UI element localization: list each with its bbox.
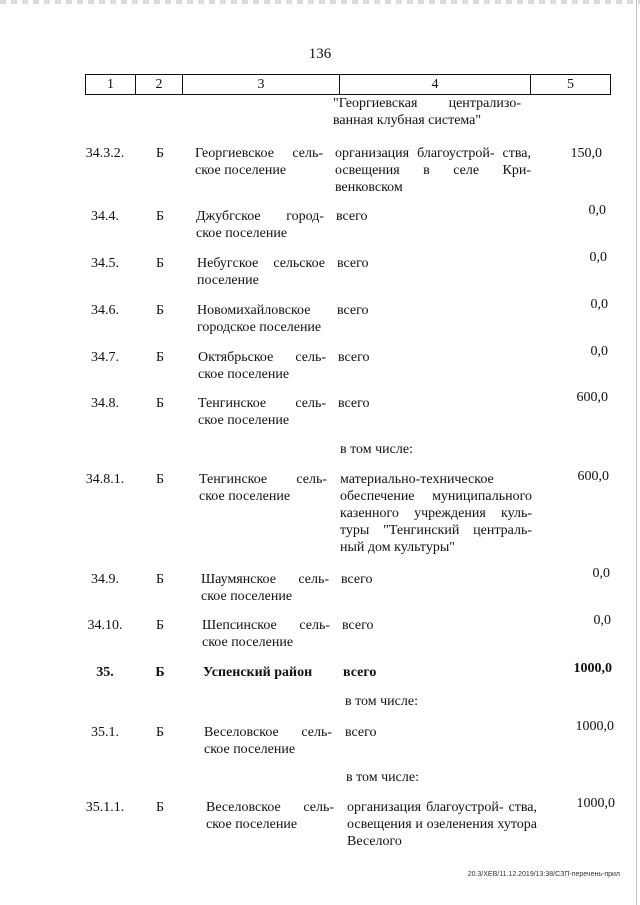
continued-description: "Георгиевская централизо- ванная клубная система": [333, 96, 521, 128]
row-amount: 0,0: [589, 250, 607, 265]
row-number: 34.4.: [91, 209, 119, 224]
row-category: Б: [155, 725, 165, 740]
row-amount: 1000,0: [576, 796, 615, 811]
row-category: Б: [155, 618, 165, 633]
row-number: 35.1.1.: [85, 800, 125, 815]
column-header-1: 1: [86, 75, 136, 94]
page-number: 136: [308, 46, 332, 62]
row-category: Б: [155, 350, 165, 365]
column-header-4: 4: [340, 75, 531, 94]
row-number: 35.1.: [91, 725, 119, 740]
row-description: материально-техническое обеспечение муниципального казенного учреждения куль- туры "Тенгинский централь- ный дом культуры": [340, 472, 532, 555]
row-amount: 600,0: [577, 469, 609, 484]
row-amount: 0,0: [588, 203, 606, 218]
row-description: организация благоустрой- ства, освещения и озеленения хутора Веселого: [347, 800, 537, 849]
including-label: в том числе:: [345, 694, 418, 709]
row-category: Б: [155, 209, 165, 224]
row-name: Шаумянское сель- ское поселение: [201, 572, 329, 604]
row-amount: 600,0: [576, 390, 608, 405]
row-number: 34.10.: [87, 618, 123, 633]
row-number: 34.7.: [91, 350, 119, 365]
row-name: Георгиевское сель- ское поселение: [195, 146, 323, 178]
row-number: 34.6.: [91, 303, 119, 318]
row-description: всего: [345, 725, 377, 740]
row-number: 34.8.1.: [85, 472, 125, 487]
row-category: Б: [155, 472, 165, 487]
row-amount: 0,0: [590, 344, 608, 359]
row-amount: 0,0: [590, 297, 608, 312]
row-name: Тенгинское сель- ское поселение: [198, 396, 326, 428]
row-number: 34.8.: [91, 396, 119, 411]
row-name: Веселовское сель- ское поселение: [206, 800, 334, 832]
row-category: Б: [155, 256, 165, 271]
row-amount: 1000,0: [573, 661, 612, 676]
column-header-row: [85, 74, 611, 95]
column-header-3: 3: [183, 75, 340, 94]
row-number: 35.: [96, 665, 114, 680]
scan-margin-line: [636, 0, 637, 905]
column-header-2: 2: [136, 75, 183, 94]
row-description: всего: [337, 303, 369, 318]
row-description: всего: [338, 350, 370, 365]
row-amount: 150,0: [570, 146, 602, 161]
row-name: Октябрьское сель- ское поселение: [198, 350, 326, 382]
row-name: Небугское сельское поселение: [197, 256, 325, 288]
row-number: 34.3.2.: [85, 146, 125, 161]
row-description: всего: [341, 572, 373, 587]
scan-edge: [0, 0, 640, 4]
column-header-5: 5: [567, 77, 574, 92]
row-name: Тенгинское сель- ское поселение: [199, 472, 327, 504]
row-name: Новомихайловское городское поселение: [197, 303, 322, 335]
row-description: всего: [338, 396, 370, 411]
row-category: Б: [155, 572, 165, 587]
row-name: Шепсинское сель- ское поселение: [202, 618, 330, 650]
row-name: Джубгское город- ское поселение: [196, 209, 324, 241]
row-amount: 1000,0: [575, 719, 614, 734]
row-description: всего: [337, 256, 369, 271]
row-number: 34.9.: [91, 572, 119, 587]
row-category: Б: [155, 665, 165, 680]
including-label: в том числе:: [346, 770, 419, 785]
row-number: 34.5.: [91, 256, 119, 271]
row-category: Б: [155, 146, 165, 161]
row-description: организация благоустрой- ства, освещения в селе Кри- венковском: [335, 146, 531, 195]
row-name: Веселовское сель- ское поселение: [204, 725, 332, 757]
row-name: Успенский район: [203, 665, 313, 680]
document-footer: 20.3/ХЕВ/11.12.2019/13:38/СЗП-перечень-прил: [467, 871, 620, 878]
row-description: всего: [343, 665, 377, 680]
row-amount: 0,0: [593, 613, 611, 628]
row-category: Б: [155, 800, 165, 815]
row-description: всего: [336, 209, 368, 224]
row-category: Б: [155, 396, 165, 411]
row-description: всего: [342, 618, 374, 633]
including-label: в том числе:: [340, 442, 413, 457]
row-category: Б: [155, 303, 165, 318]
row-amount: 0,0: [592, 566, 610, 581]
